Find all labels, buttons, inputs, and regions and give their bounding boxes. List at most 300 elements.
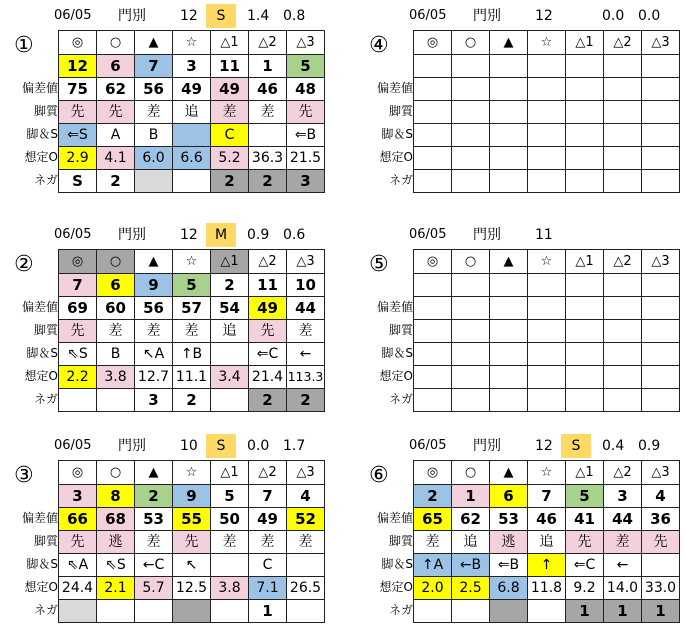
grid-cell xyxy=(566,389,604,412)
grid-cell: 46 xyxy=(249,78,287,101)
row-label: ネガ xyxy=(33,392,58,406)
grid-cell: 21.5 xyxy=(287,147,325,170)
grid-cell xyxy=(173,600,211,623)
grid-cell: 3 xyxy=(59,485,97,508)
grid-row xyxy=(59,531,325,554)
grid-cell: 1 xyxy=(566,600,604,623)
grid-cell: 4 xyxy=(642,485,680,508)
grid-cell xyxy=(414,170,452,193)
grid-cell: ↑B xyxy=(173,343,211,366)
panel-grade-mark: S xyxy=(206,434,236,458)
grid-row xyxy=(414,78,680,101)
grid-cell: 8 xyxy=(97,485,135,508)
grid-cell: 1 xyxy=(642,600,680,623)
grid-cell: 3.8 xyxy=(211,577,249,600)
grid-cell xyxy=(604,343,642,366)
panel-number: ① xyxy=(14,33,34,58)
grid-cell: 9 xyxy=(135,274,173,297)
grid-cell xyxy=(642,554,680,577)
panel-venue: 門別 xyxy=(473,8,501,24)
row-label: ネガ xyxy=(33,173,58,187)
grid-cell: 6.0 xyxy=(135,147,173,170)
grid-row xyxy=(59,485,325,508)
grid-cell: 追 xyxy=(173,101,211,124)
grid-cell: 5 xyxy=(287,55,325,78)
grid-row xyxy=(414,343,680,366)
grid-cell xyxy=(490,389,528,412)
grid-cell xyxy=(528,600,566,623)
grid-cell xyxy=(249,124,287,147)
grid-cell: ← xyxy=(287,343,325,366)
grid-cell: ○ xyxy=(97,250,135,274)
panel-race-number: 12 xyxy=(180,8,198,24)
grid-cell: 1 xyxy=(452,485,490,508)
grid-cell xyxy=(490,274,528,297)
grid-row xyxy=(414,274,680,297)
row-label: 脚質 xyxy=(33,534,58,548)
grid-row xyxy=(414,101,680,124)
panel-grade-mark: S xyxy=(561,434,591,458)
grid-cell xyxy=(490,55,528,78)
grid-cell: ○ xyxy=(452,31,490,55)
grid-cell: ◎ xyxy=(414,461,452,485)
grid-row xyxy=(59,78,325,101)
grid-cell xyxy=(490,600,528,623)
grid-cell: △3 xyxy=(642,461,680,485)
grid-cell xyxy=(490,170,528,193)
row-label: 偏差値 xyxy=(376,81,413,95)
grid-cell: ◎ xyxy=(59,31,97,55)
grid-cell: 7 xyxy=(249,485,287,508)
grid-row xyxy=(59,31,325,55)
row-label: 脚質 xyxy=(33,104,58,118)
grid-cell: ☆ xyxy=(173,250,211,274)
grid-cell xyxy=(604,124,642,147)
panel-value-1: 1.4 xyxy=(247,8,270,24)
grid-cell xyxy=(414,55,452,78)
grid-cell xyxy=(604,297,642,320)
grid-cell: 1 xyxy=(604,600,642,623)
grid-cell: △1 xyxy=(211,250,249,274)
grid-cell: 2 xyxy=(173,389,211,412)
grid-cell: ← xyxy=(604,554,642,577)
panel-number: ③ xyxy=(14,463,34,488)
grid-cell: 3 xyxy=(287,170,325,193)
grid-cell: ⇐C xyxy=(566,554,604,577)
grid-cell: S xyxy=(59,170,97,193)
grid-cell: △1 xyxy=(566,31,604,55)
grid-row xyxy=(59,124,325,147)
grid-cell: △1 xyxy=(566,461,604,485)
grid-cell xyxy=(642,124,680,147)
grid-cell xyxy=(490,320,528,343)
grid-cell xyxy=(414,600,452,623)
grid-cell: 62 xyxy=(97,78,135,101)
grid-cell xyxy=(490,78,528,101)
grid-cell xyxy=(642,147,680,170)
grid-row xyxy=(59,101,325,124)
grid-cell: 36.3 xyxy=(249,147,287,170)
grid-cell xyxy=(490,101,528,124)
row-label: 偏差値 xyxy=(21,300,58,314)
grid-cell: 113.3 xyxy=(287,366,325,389)
grid-cell: ☆ xyxy=(528,461,566,485)
grid-cell: ◎ xyxy=(59,250,97,274)
grid-cell: 44 xyxy=(604,508,642,531)
grid-cell: △3 xyxy=(287,461,325,485)
grid-row xyxy=(414,554,680,577)
grid-cell xyxy=(452,297,490,320)
grid-cell xyxy=(414,101,452,124)
grid-row xyxy=(59,343,325,366)
panel-6 xyxy=(355,430,685,635)
grid-cell: 2.0 xyxy=(414,577,452,600)
grid-cell xyxy=(452,600,490,623)
grid-row xyxy=(414,577,680,600)
grid-cell: ⇖S xyxy=(59,343,97,366)
grid-row xyxy=(59,554,325,577)
grid-cell xyxy=(414,343,452,366)
grid-cell xyxy=(452,147,490,170)
grid-cell xyxy=(528,389,566,412)
grid-row xyxy=(414,31,680,55)
grid-cell: 6.6 xyxy=(173,147,211,170)
grid-cell: 差 xyxy=(211,101,249,124)
grid-cell: 2.5 xyxy=(452,577,490,600)
grid-cell: △1 xyxy=(566,250,604,274)
grid-row xyxy=(59,600,325,623)
grid-cell: ⇖A xyxy=(59,554,97,577)
grid-cell: 追 xyxy=(528,531,566,554)
grid-cell: ←B xyxy=(452,554,490,577)
grid-cell: B xyxy=(97,343,135,366)
panel-5 xyxy=(355,219,685,424)
grid-cell xyxy=(604,170,642,193)
grid-cell: 6 xyxy=(490,485,528,508)
grid-cell: 差 xyxy=(135,531,173,554)
panel-value-1: 0.0 xyxy=(247,438,270,454)
grid-cell: 3 xyxy=(135,389,173,412)
grid-row xyxy=(59,170,325,193)
row-label: ネガ xyxy=(388,173,413,187)
row-label: 偏差値 xyxy=(21,81,58,95)
grid-cell: 先 xyxy=(97,101,135,124)
grid-cell xyxy=(528,320,566,343)
grid-cell: 54 xyxy=(211,297,249,320)
grid-cell: 53 xyxy=(490,508,528,531)
grid-cell xyxy=(414,389,452,412)
grid-cell xyxy=(566,366,604,389)
grid-cell xyxy=(135,170,173,193)
grid-cell: 57 xyxy=(173,297,211,320)
grid-cell xyxy=(528,124,566,147)
grid-cell: 2 xyxy=(249,170,287,193)
grid-cell: 2 xyxy=(211,274,249,297)
grid-cell xyxy=(97,600,135,623)
grid-cell xyxy=(528,78,566,101)
panel-race-number: 12 xyxy=(180,227,198,243)
grid-cell: 3 xyxy=(173,55,211,78)
panel-venue: 門別 xyxy=(118,438,146,454)
grid-cell: 先 xyxy=(59,320,97,343)
panel-value-1: 0.4 xyxy=(602,438,625,454)
grid-cell xyxy=(642,389,680,412)
grid-cell xyxy=(490,124,528,147)
grid-cell xyxy=(566,55,604,78)
grid-cell xyxy=(604,274,642,297)
grid-cell xyxy=(490,366,528,389)
grid-cell: △3 xyxy=(642,250,680,274)
grid-cell: ◎ xyxy=(414,250,452,274)
grid-cell: A xyxy=(97,124,135,147)
grid-row xyxy=(414,170,680,193)
grid-cell: △3 xyxy=(287,31,325,55)
grid-cell: 3.4 xyxy=(211,366,249,389)
panel-grid xyxy=(413,460,680,623)
grid-cell xyxy=(566,343,604,366)
grid-cell: 50 xyxy=(211,508,249,531)
grid-cell: 2.1 xyxy=(97,577,135,600)
grid-cell: 逃 xyxy=(490,531,528,554)
grid-cell: 2.9 xyxy=(59,147,97,170)
grid-cell xyxy=(211,389,249,412)
grid-cell: 55 xyxy=(173,508,211,531)
grid-row xyxy=(414,366,680,389)
grid-cell: C xyxy=(211,124,249,147)
grid-cell xyxy=(287,554,325,577)
grid-cell xyxy=(490,343,528,366)
grid-cell xyxy=(135,600,173,623)
grid-cell: △2 xyxy=(604,31,642,55)
row-label: 脚＆S xyxy=(381,346,413,360)
panel-grid xyxy=(58,249,325,412)
grid-cell: ▲ xyxy=(490,250,528,274)
grid-cell: 24.4 xyxy=(59,577,97,600)
grid-row xyxy=(59,147,325,170)
row-label: 想定O xyxy=(24,369,58,383)
grid-cell xyxy=(452,55,490,78)
grid-cell xyxy=(452,320,490,343)
grid-cell xyxy=(414,124,452,147)
grid-cell: 11 xyxy=(211,55,249,78)
grid-cell: 14.0 xyxy=(604,577,642,600)
grid-cell xyxy=(566,170,604,193)
grid-cell xyxy=(452,366,490,389)
grid-cell: 11.8 xyxy=(528,577,566,600)
grid-cell: B xyxy=(135,124,173,147)
grid-cell: 先 xyxy=(59,531,97,554)
grid-cell: 12.7 xyxy=(135,366,173,389)
row-label: 脚質 xyxy=(388,323,413,337)
grid-cell: 差 xyxy=(249,531,287,554)
grid-cell: 差 xyxy=(211,531,249,554)
grid-cell: △3 xyxy=(287,250,325,274)
panel-grade-mark xyxy=(561,4,591,28)
grid-cell: 9 xyxy=(173,485,211,508)
panel-2 xyxy=(0,219,330,424)
grid-cell xyxy=(59,600,97,623)
row-label: ネガ xyxy=(33,603,58,617)
grid-cell: 差 xyxy=(249,101,287,124)
grid-cell: ○ xyxy=(452,250,490,274)
grid-cell xyxy=(642,343,680,366)
grid-cell: 先 xyxy=(642,531,680,554)
grid-cell: ☆ xyxy=(528,31,566,55)
grid-cell xyxy=(452,170,490,193)
grid-cell xyxy=(414,297,452,320)
grid-cell: ▲ xyxy=(135,31,173,55)
grid-cell xyxy=(604,366,642,389)
grid-cell: △2 xyxy=(249,250,287,274)
row-label: 脚＆S xyxy=(381,557,413,571)
grid-cell xyxy=(566,297,604,320)
grid-cell: 2.2 xyxy=(59,366,97,389)
grid-cell: 12.5 xyxy=(173,577,211,600)
grid-cell: 2 xyxy=(249,389,287,412)
grid-cell xyxy=(211,343,249,366)
grid-cell: 48 xyxy=(287,78,325,101)
grid-cell: 追 xyxy=(211,320,249,343)
panel-race-number: 12 xyxy=(535,8,553,24)
grid-cell: △1 xyxy=(211,31,249,55)
grid-cell: 49 xyxy=(249,508,287,531)
grid-cell: 26.5 xyxy=(287,577,325,600)
row-label: 偏差値 xyxy=(376,511,413,525)
grid-cell: 差 xyxy=(287,531,325,554)
grid-cell xyxy=(414,366,452,389)
grid-cell: 2 xyxy=(414,485,452,508)
grid-cell xyxy=(211,554,249,577)
grid-cell: 6.8 xyxy=(490,577,528,600)
grid-cell xyxy=(452,343,490,366)
panel-4 xyxy=(355,0,685,205)
grid-row xyxy=(59,389,325,412)
panel-number: ② xyxy=(14,252,34,277)
row-label: ネガ xyxy=(388,392,413,406)
grid-row xyxy=(414,297,680,320)
panel-venue: 門別 xyxy=(473,438,501,454)
grid-cell xyxy=(642,274,680,297)
grid-cell xyxy=(642,78,680,101)
grid-cell: 先 xyxy=(566,531,604,554)
panel-grade-mark xyxy=(561,223,591,247)
grid-cell xyxy=(414,274,452,297)
grid-cell xyxy=(59,389,97,412)
grid-cell: ⇖S xyxy=(97,554,135,577)
grid-cell xyxy=(642,366,680,389)
grid-cell: 差 xyxy=(97,320,135,343)
grid-cell: 5.7 xyxy=(135,577,173,600)
grid-cell: 68 xyxy=(97,508,135,531)
grid-cell xyxy=(528,366,566,389)
grid-cell: ☆ xyxy=(173,461,211,485)
grid-cell: ↑A xyxy=(414,554,452,577)
grid-cell: ○ xyxy=(97,31,135,55)
grid-cell: 7 xyxy=(135,55,173,78)
row-label: 想定O xyxy=(379,150,413,164)
grid-row xyxy=(59,508,325,531)
grid-cell xyxy=(528,101,566,124)
grid-cell: 先 xyxy=(249,320,287,343)
grid-cell xyxy=(566,78,604,101)
grid-cell xyxy=(452,124,490,147)
grid-cell: ⇐S xyxy=(59,124,97,147)
grid-cell xyxy=(528,55,566,78)
grid-cell: △2 xyxy=(604,461,642,485)
grid-cell xyxy=(566,147,604,170)
grid-cell xyxy=(642,101,680,124)
grid-cell: ▲ xyxy=(490,31,528,55)
grid-cell xyxy=(604,101,642,124)
grid-cell: 差 xyxy=(135,320,173,343)
grid-cell: 2 xyxy=(211,170,249,193)
grid-cell xyxy=(566,101,604,124)
grid-row xyxy=(414,250,680,274)
grid-cell: 65 xyxy=(414,508,452,531)
grid-cell: △2 xyxy=(249,31,287,55)
grid-cell: 差 xyxy=(604,531,642,554)
grid-cell: ☆ xyxy=(528,250,566,274)
grid-cell: 36 xyxy=(642,508,680,531)
grid-cell: 2 xyxy=(287,389,325,412)
grid-row xyxy=(59,320,325,343)
grid-row xyxy=(59,461,325,485)
grid-cell: 差 xyxy=(173,320,211,343)
grid-cell: 66 xyxy=(59,508,97,531)
grid-cell: ◎ xyxy=(414,31,452,55)
panel-date: 06/05 xyxy=(409,8,447,23)
grid-row xyxy=(414,508,680,531)
grid-cell: ↖ xyxy=(173,554,211,577)
row-label: 脚質 xyxy=(33,323,58,337)
panel-date: 06/05 xyxy=(54,438,92,453)
grid-cell: ↖A xyxy=(135,343,173,366)
grid-cell: 先 xyxy=(173,531,211,554)
row-label: ネガ xyxy=(388,603,413,617)
grid-cell xyxy=(211,600,249,623)
grid-row xyxy=(414,124,680,147)
panel-grid xyxy=(58,30,325,193)
grid-row xyxy=(59,297,325,320)
panel-value-2: 0.9 xyxy=(638,438,661,454)
grid-cell: 4 xyxy=(287,485,325,508)
grid-cell: 11.1 xyxy=(173,366,211,389)
grid-cell: 差 xyxy=(135,101,173,124)
grid-cell: 3 xyxy=(604,485,642,508)
grid-cell: 差 xyxy=(414,531,452,554)
panel-number: ⑥ xyxy=(369,463,389,488)
grid-cell: ○ xyxy=(97,461,135,485)
grid-cell: 56 xyxy=(135,78,173,101)
grid-cell xyxy=(452,78,490,101)
grid-cell xyxy=(528,274,566,297)
grid-cell: 1 xyxy=(249,600,287,623)
grid-cell: ▲ xyxy=(135,250,173,274)
grid-cell: 1 xyxy=(249,55,287,78)
grid-row xyxy=(59,55,325,78)
grid-cell: 75 xyxy=(59,78,97,101)
row-label: 脚質 xyxy=(388,104,413,118)
grid-cell xyxy=(452,101,490,124)
panel-value-1: 0.9 xyxy=(247,227,270,243)
row-label: 脚＆S xyxy=(26,346,58,360)
grid-cell xyxy=(604,320,642,343)
grid-cell xyxy=(642,55,680,78)
grid-cell xyxy=(452,389,490,412)
grid-cell xyxy=(414,320,452,343)
grid-cell: 7 xyxy=(528,485,566,508)
panel-grid xyxy=(58,460,325,623)
